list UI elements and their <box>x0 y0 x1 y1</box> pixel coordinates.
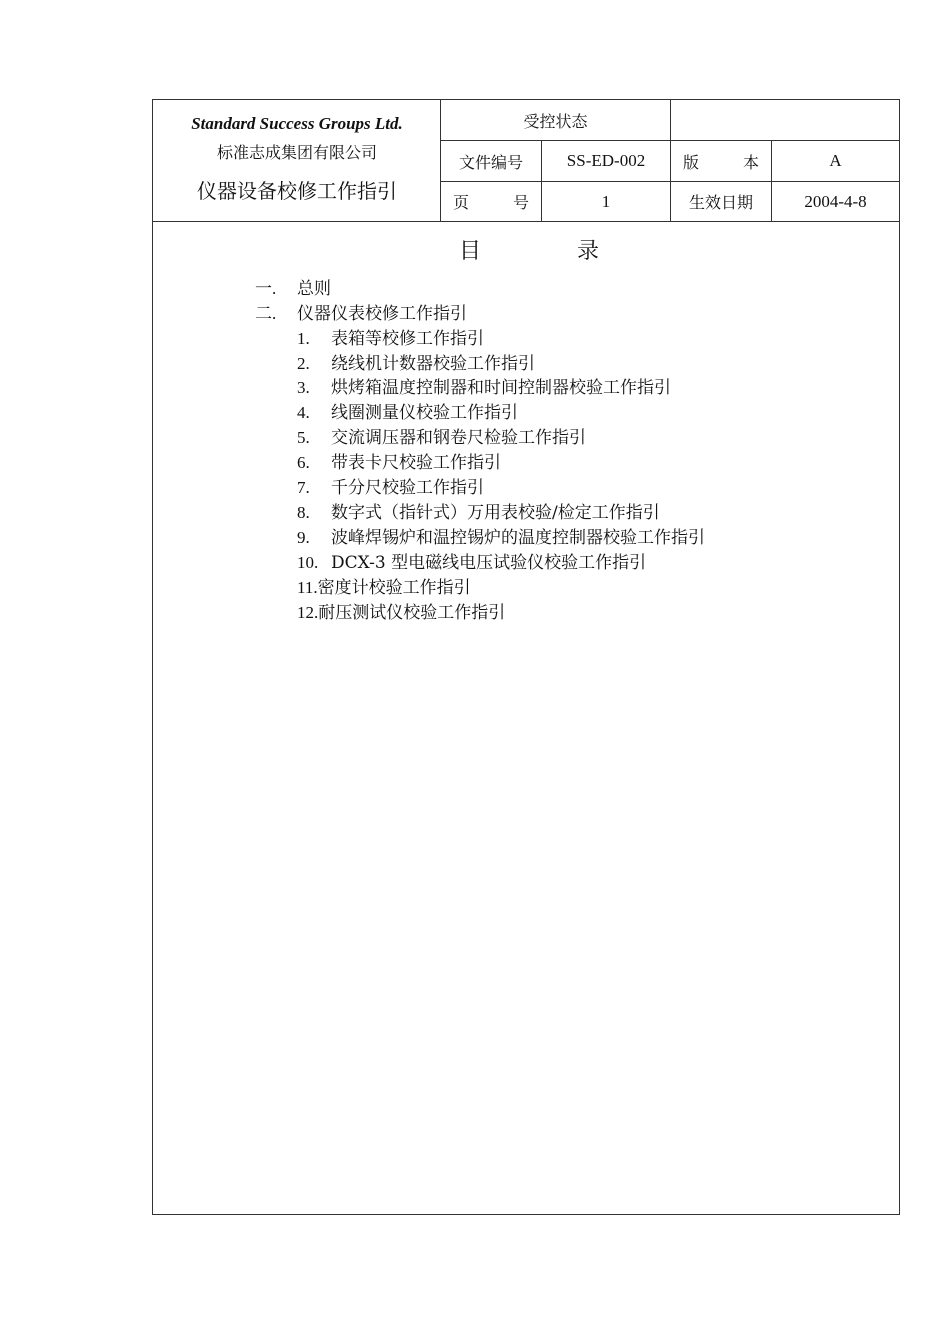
toc-item <box>297 573 471 598</box>
toc-item-text: 表箱等校修工作指引 <box>331 329 484 349</box>
toc-item-text: 波峰焊锡炉和温控锡炉的温度控制器校验工作指引 <box>331 528 705 548</box>
company-name-en: Standard Success Groups Ltd. <box>191 114 403 133</box>
document-header <box>153 100 899 222</box>
effective-date-label: 生效日期 <box>688 193 753 212</box>
toc-section-number: 二. <box>255 304 277 323</box>
toc-item-text: 线圈测量仪校验工作指引 <box>331 403 518 423</box>
version-label-part-b: 本 <box>742 152 759 172</box>
company-name-cn: 标准志成集团有限公司 <box>216 143 377 162</box>
toc-item <box>297 373 671 398</box>
version-value: A <box>829 151 842 170</box>
toc-section-number: 一. <box>255 279 277 298</box>
toc-heading-part-b: 录 <box>577 239 600 264</box>
toc-item-text: 数字式（指针式）万用表校验/检定工作指引 <box>331 503 660 523</box>
version-label-part-a: 版 <box>683 152 700 172</box>
effective-date-value: 2004-4-8 <box>804 191 867 211</box>
doc-number-value: SS-ED-002 <box>566 151 646 170</box>
page-number-value: 1 <box>601 191 611 211</box>
toc-item-number: 9. <box>297 528 310 547</box>
toc-item-text: 千分尺校验工作指引 <box>331 478 484 498</box>
toc-item-number: 5. <box>297 428 310 447</box>
toc-item-text: 烘烤箱温度控制器和时间控制器校验工作指引 <box>331 378 671 398</box>
toc-section-text: 总则 <box>297 279 331 299</box>
toc-item <box>297 498 660 523</box>
toc-item <box>297 473 484 498</box>
toc-item <box>297 548 646 573</box>
toc-item <box>297 598 505 623</box>
toc-item <box>297 523 705 548</box>
page-number-label <box>441 182 541 221</box>
toc-heading <box>459 234 599 265</box>
toc-item-text: DCX-3 型电磁线电压试验仪校验工作指引 <box>331 553 647 573</box>
toc-item <box>297 448 501 473</box>
control-status-label: 受控状态 <box>523 111 588 131</box>
toc-item <box>297 349 535 374</box>
toc-section <box>255 274 331 299</box>
toc-item-text: 交流调压器和钢卷尺检验工作指引 <box>331 428 586 448</box>
control-status-value <box>671 100 899 140</box>
toc-item-number: 7. <box>297 478 310 497</box>
toc-section-text: 仪器仪表校修工作指引 <box>297 304 467 324</box>
doc-number-label: 文件编号 <box>458 152 523 172</box>
company-block <box>153 100 441 221</box>
toc-item-text: 绕线机计数器校验工作指引 <box>331 354 535 374</box>
toc-item-number: 6. <box>297 453 310 472</box>
toc-item-number: 1. <box>297 329 310 348</box>
toc-item-text: 密度计校验工作指引 <box>317 578 471 598</box>
toc-section <box>255 299 467 324</box>
toc-item-number: 2. <box>297 354 310 373</box>
page-label-part-b: 号 <box>512 193 529 212</box>
toc-heading-part-a: 目 <box>459 239 482 264</box>
toc-item <box>297 324 484 349</box>
toc-item-text: 耐压测试仪校验工作指引 <box>318 603 506 623</box>
toc-item-number: 11. <box>297 578 318 597</box>
version-label <box>671 141 771 181</box>
page-label-part-a: 页 <box>453 193 470 212</box>
toc-item-number: 12. <box>297 603 319 622</box>
toc-item <box>297 398 518 423</box>
document-title: 仪器设备校修工作指引 <box>197 179 397 203</box>
toc-item-number: 8. <box>297 503 310 522</box>
toc-item-number: 10. <box>297 553 319 572</box>
document-frame <box>152 99 900 1215</box>
toc-item <box>297 423 586 448</box>
toc-item-number: 4. <box>297 403 310 422</box>
toc-item-text: 带表卡尺校验工作指引 <box>331 453 501 473</box>
toc-item-number: 3. <box>297 378 310 397</box>
